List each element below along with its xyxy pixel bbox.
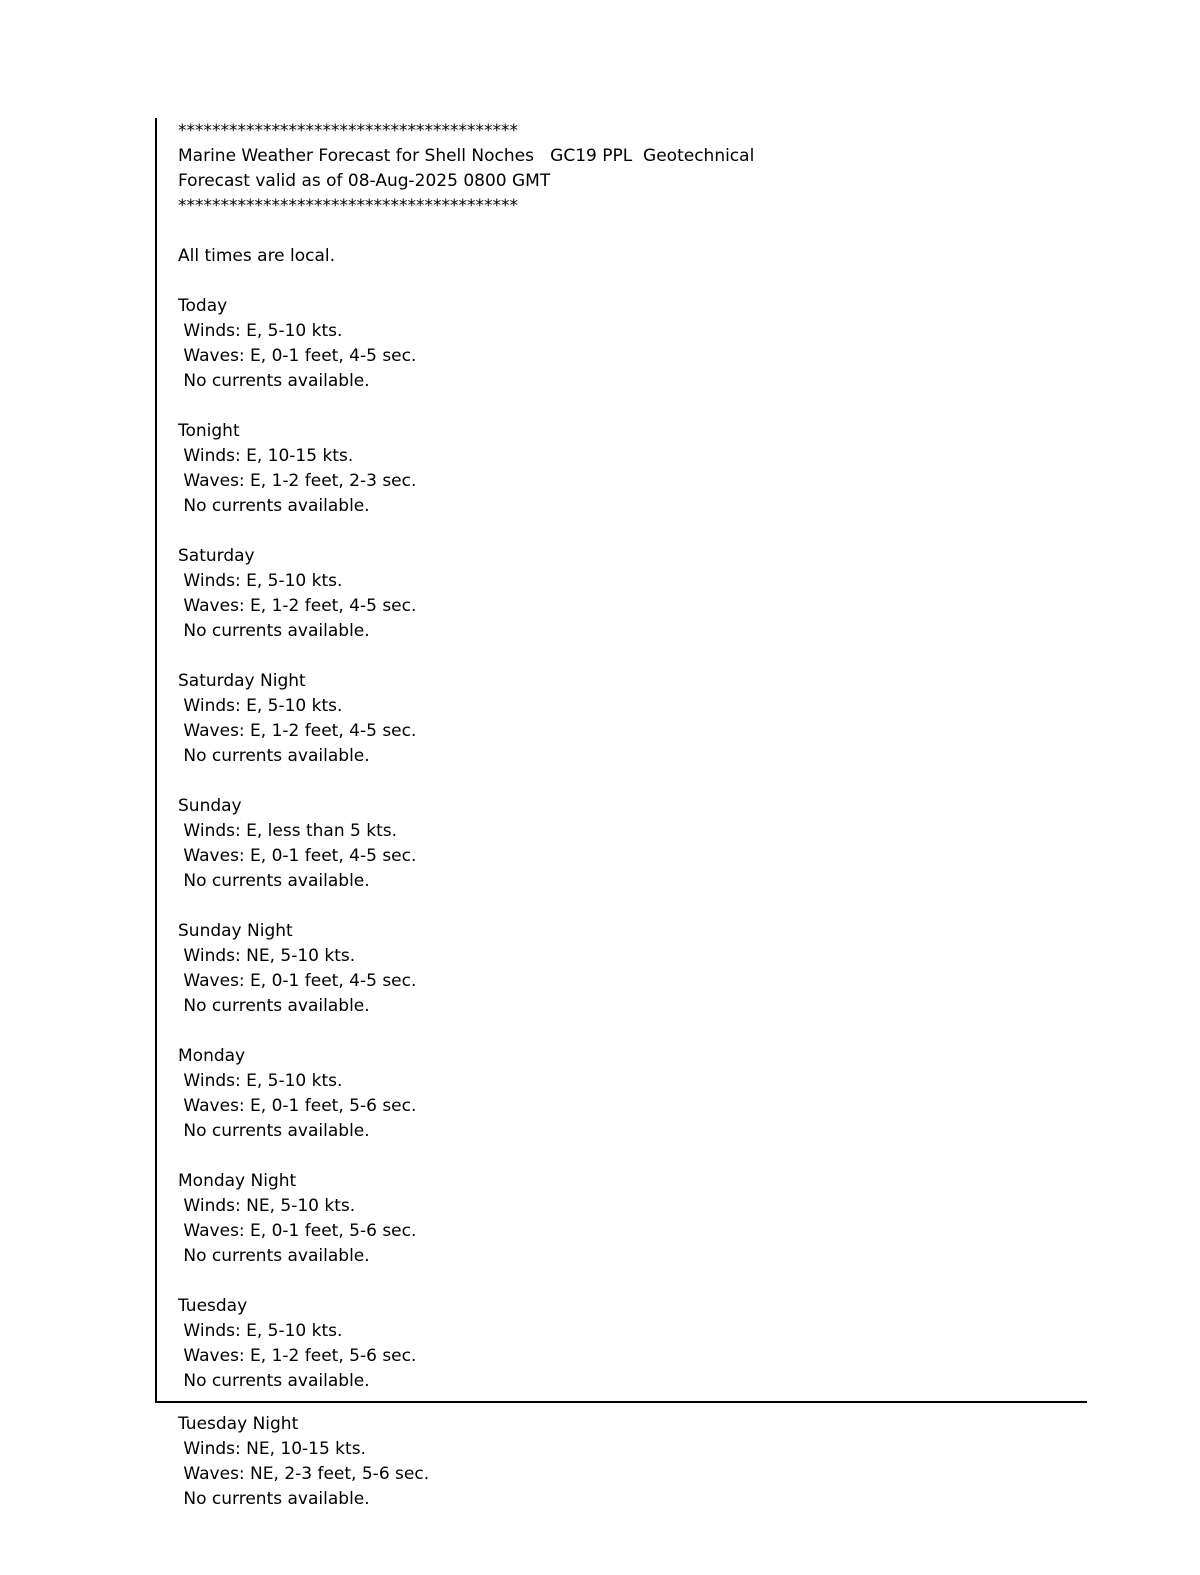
forecast-sections-continued (178, 1412, 429, 1512)
forecast-box (155, 118, 1087, 1403)
stars-line-bottom: **************************************** (178, 196, 518, 216)
forecast-line: No currents available. (178, 1371, 370, 1391)
forecast-line: Waves: E, 1-2 feet, 4-5 sec. (178, 596, 417, 616)
forecast-section (178, 544, 1087, 644)
section-title: Saturday (178, 546, 255, 566)
section-title: Tuesday Night (178, 1414, 299, 1434)
forecast-line: Winds: NE, 5-10 kts. (178, 1196, 356, 1216)
forecast-section (178, 1044, 1087, 1144)
forecast-line: Waves: E, 1-2 feet, 5-6 sec. (178, 1346, 417, 1366)
forecast-line: Winds: E, 10-15 kts. (178, 446, 354, 466)
forecast-line: No currents available. (178, 1121, 370, 1141)
forecast-line: No currents available. (178, 746, 370, 766)
forecast-line: Winds: NE, 10-15 kts. (178, 1439, 366, 1459)
forecast-line: Waves: E, 1-2 feet, 4-5 sec. (178, 721, 417, 741)
forecast-line: Waves: E, 0-1 feet, 4-5 sec. (178, 346, 417, 366)
forecast-line: Winds: E, 5-10 kts. (178, 321, 343, 341)
forecast-section (178, 294, 1087, 394)
forecast-line: Waves: E, 0-1 feet, 5-6 sec. (178, 1221, 417, 1241)
forecast-line: No currents available. (178, 496, 370, 516)
forecast-section (178, 794, 1087, 894)
forecast-section (178, 419, 1087, 519)
forecast-section (178, 669, 1087, 769)
section-title: Monday Night (178, 1171, 297, 1191)
blank-line (178, 219, 1087, 244)
forecast-line: Waves: E, 0-1 feet, 5-6 sec. (178, 1096, 417, 1116)
forecast-line: No currents available. (178, 1246, 370, 1266)
forecast-line: Waves: E, 0-1 feet, 4-5 sec. (178, 846, 417, 866)
forecast-line: Waves: NE, 2-3 feet, 5-6 sec. (178, 1464, 430, 1484)
forecast-line: Winds: E, 5-10 kts. (178, 571, 343, 591)
forecast-line: No currents available. (178, 1489, 370, 1509)
forecast-sections (178, 294, 1087, 1394)
forecast-line: Winds: E, 5-10 kts. (178, 1071, 343, 1091)
section-title: Tuesday (178, 1296, 248, 1316)
section-title: Today (178, 296, 228, 316)
forecast-line: No currents available. (178, 371, 370, 391)
forecast-line: Winds: E, less than 5 kts. (178, 821, 397, 841)
forecast-valid-line: Forecast valid as of 08-Aug-2025 0800 GMT (178, 171, 551, 191)
forecast-line: No currents available. (178, 871, 370, 891)
stars-line-top: **************************************** (178, 121, 518, 141)
forecast-section (178, 1294, 1087, 1394)
forecast-line: Winds: E, 5-10 kts. (178, 696, 343, 716)
section-title: Sunday (178, 796, 242, 816)
forecast-title: Marine Weather Forecast for Shell Noches GC19 PPL Geotechnical (178, 146, 755, 166)
forecast-line: Waves: E, 0-1 feet, 4-5 sec. (178, 971, 417, 991)
section-title: Tonight (178, 421, 240, 441)
forecast-section (178, 1169, 1087, 1269)
forecast-section (178, 919, 1087, 1019)
times-note: All times are local. (178, 246, 336, 266)
below-box (157, 1412, 429, 1512)
section-title: Saturday Night (178, 671, 306, 691)
forecast-line: Winds: NE, 5-10 kts. (178, 946, 356, 966)
forecast-line: No currents available. (178, 996, 370, 1016)
section-title: Sunday Night (178, 921, 293, 941)
section-title: Monday (178, 1046, 246, 1066)
forecast-line: No currents available. (178, 621, 370, 641)
forecast-section (178, 1412, 429, 1512)
forecast-line: Waves: E, 1-2 feet, 2-3 sec. (178, 471, 417, 491)
forecast-line: Winds: E, 5-10 kts. (178, 1321, 343, 1341)
